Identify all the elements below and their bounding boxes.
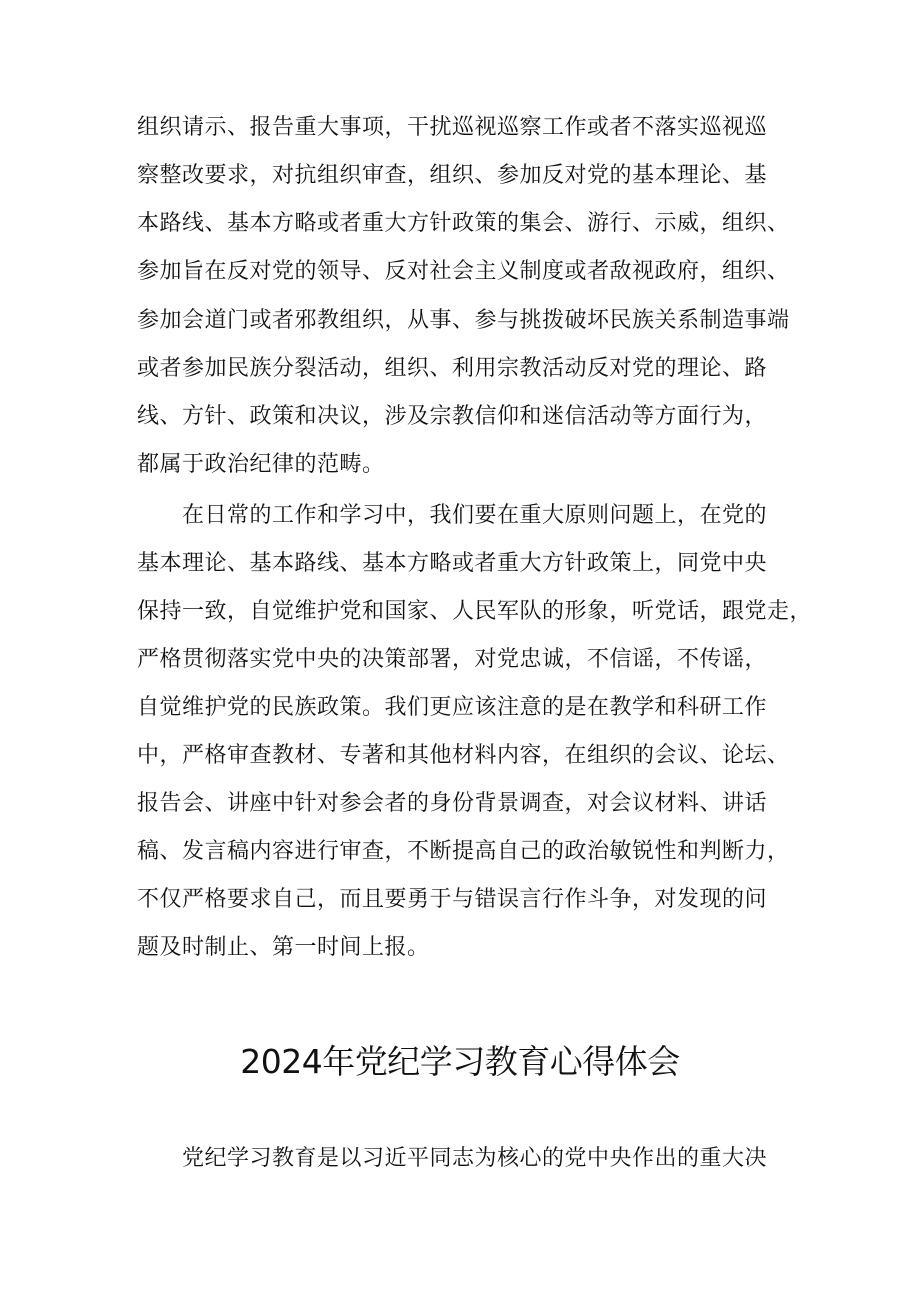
text-line: 察整改要求，对抗组织审查，组织、参加反对党的基本理论、基 [137, 163, 768, 188]
text-line: 中，严格审查教材、专著和其他材料内容，在组织的会议、论坛、 [137, 743, 790, 768]
text-line: 报告会、讲座中针对参会者的身份背景调查，对会议材料、讲话 [137, 791, 768, 816]
text-line: 题及时制止、第一时间上报。 [137, 935, 430, 960]
text-line: 参加旨在反对党的领导、反对社会主义制度或者敌视政府，组织、 [137, 259, 790, 284]
section-title: 2024年党纪学习教育心得体会 [240, 1042, 680, 1081]
text-line: 线、方针、政策和决议，涉及宗教信仰和迷信活动等方面行为， [137, 404, 768, 429]
text-line: 参加会道门或者邪教组织，从事、参与挑拨破坏民族关系制造事端 [137, 308, 790, 333]
text-line: 严格贯彻落实党中央的决策部署，对党忠诚，不信谣，不传谣， [137, 647, 768, 672]
text-line: 在日常的工作和学习中，我们要在重大原则问题上，在党的 [182, 503, 768, 528]
text-line: 不仅严格要求自己，而且要勇于与错误言行作斗争，对发现的问 [137, 887, 768, 912]
text-line: 自觉维护党的民族政策。我们更应该注意的是在教学和科研工作 [137, 695, 768, 720]
text-line: 组织请示、报告重大事项，干扰巡视巡察工作或者不落实巡视巡 [137, 115, 768, 140]
text-line: 或者参加民族分裂活动，组织、利用宗教活动反对党的理论、路 [137, 356, 768, 381]
text-line: 党纪学习教育是以习近平同志为核心的党中央作出的重大决 [182, 1146, 768, 1171]
text-line: 基本理论、基本路线、基本方略或者重大方针政策上，同党中央 [137, 551, 768, 576]
text-line: 稿、发言稿内容进行审查，不断提高自己的政治敏锐性和判断力， [137, 839, 790, 864]
text-line: 都属于政治纪律的范畴。 [137, 452, 385, 477]
text-line: 本路线、基本方略或者重大方针政策的集会、游行、示威，组织、 [137, 211, 790, 236]
text-line: 保持一致，自觉维护党和国家、人民军队的形象，听党话，跟党走， [137, 599, 813, 624]
